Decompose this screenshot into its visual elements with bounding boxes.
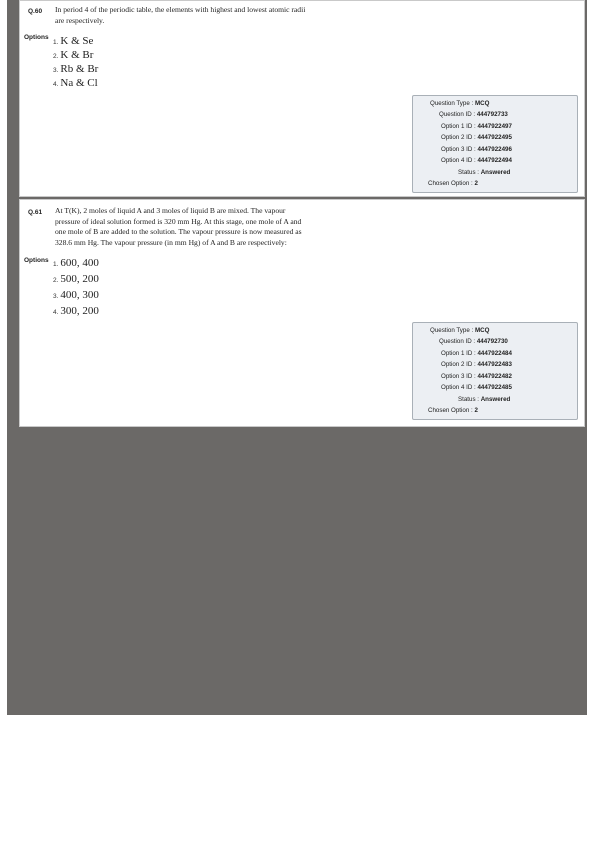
option-item (53, 73, 98, 91)
question-info-panel (412, 95, 578, 193)
question-card (19, 0, 585, 197)
option-number: 4. (53, 309, 59, 316)
status-row: Status : Answered (458, 396, 511, 403)
option-number: 3. (53, 67, 59, 74)
option-number: 3. (53, 293, 59, 300)
option-2-id-row: Option 2 ID : 4447922483 (441, 361, 512, 368)
option-text: Na & Cl (60, 77, 98, 89)
option-number: 1. (53, 261, 59, 268)
question-id-row: Question ID : 444792730 (439, 338, 508, 345)
options-label: Options (24, 34, 49, 41)
question-card (19, 199, 585, 427)
option-number: 2. (53, 53, 59, 60)
options-label: Options (24, 257, 49, 264)
option-item (53, 301, 99, 319)
question-text (55, 206, 375, 248)
chosen-option-row: Chosen Option : 2 (428, 407, 478, 414)
question-number: Q.60 (28, 8, 43, 15)
question-text-line: In period 4 of the periodic table, the elements with highest and lowest atomic radii (55, 5, 306, 14)
option-text: 600, 400 (60, 257, 99, 269)
option-2-id-row: Option 2 ID : 4447922495 (441, 134, 512, 141)
option-text: K & Br (60, 49, 94, 61)
option-text: K & Se (60, 35, 94, 47)
chosen-option-row: Chosen Option : 2 (428, 180, 478, 187)
option-number: 1. (53, 39, 59, 46)
option-3-id-row: Option 3 ID : 4447922496 (441, 146, 512, 153)
question-number: Q.61 (28, 209, 43, 216)
page-background (7, 0, 587, 715)
option-4-id-row: Option 4 ID : 4447922494 (441, 157, 512, 164)
option-4-id-row: Option 4 ID : 4447922485 (441, 384, 512, 391)
option-text: 400, 300 (60, 289, 99, 301)
question-text-line: one mole of B are added to the solution. The vapour pressure is now measured as (55, 227, 302, 236)
option-text: Rb & Br (60, 63, 99, 75)
option-text: 500, 200 (60, 273, 99, 285)
question-info-panel (412, 322, 578, 420)
question-text-line: pressure of ideal solution formed is 320 mm Hg. At this stage, one mole of A and (55, 216, 302, 226)
question-text (55, 5, 375, 26)
question-type-row: Question Type : MCQ (430, 100, 490, 107)
question-text-line: At T(K), 2 moles of liquid A and 3 moles of liquid B are mixed. The vapour (55, 206, 286, 215)
question-text-line: 328.6 mm Hg. The vapour pressure (in mm Hg) of A and B are respectively: (55, 237, 287, 247)
option-number: 4. (53, 81, 59, 88)
question-type-row: Question Type : MCQ (430, 327, 490, 334)
question-id-row: Question ID : 444792733 (439, 111, 508, 118)
option-1-id-row: Option 1 ID : 4447922497 (441, 123, 512, 130)
option-1-id-row: Option 1 ID : 4447922484 (441, 350, 512, 357)
question-text-line: are respectively. (55, 15, 105, 25)
option-number: 2. (53, 277, 59, 284)
option-text: 300, 200 (60, 305, 99, 317)
status-row: Status : Answered (458, 169, 511, 176)
option-3-id-row: Option 3 ID : 4447922482 (441, 373, 512, 380)
